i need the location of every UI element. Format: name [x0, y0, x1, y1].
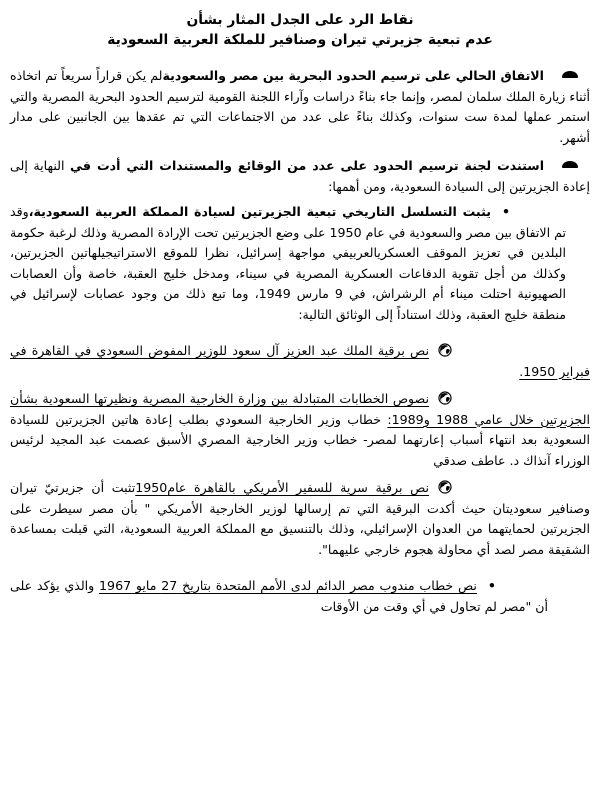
item-lead-underline: نص برقية سرية للسفير الأمريكي بالقاهرة عام1950 [135, 480, 430, 495]
title-line-2: عدم تبعية جزيرتي تيران وصنافير للملكة العربية السعودية [107, 32, 493, 48]
item-lead-underline: نص برقية الملك عبد العزيز آل سعود للوزير المفوض السعودي في القاهرة في فبراير 1950. [10, 343, 590, 379]
item-text: لم يكن قراراً سريعاً تم اتخاذه أثناء زيارة الملك سلمان لمصر، وإنما جاء بناءً دراسات وآراء اللجنة القومية لترسيم الحدود البحرية المصرية والتي استمر عملها لمدة ست سنوات، وكذلك بناءً على عدد من الاجتماعات التي تم عقدها بين الجانبين على مدار أشهر. [10, 68, 590, 145]
list-item-agreement [10, 66, 590, 148]
item-lead-underline: نص خطاب مندوب مصر الدائم لدى الأمم المتحدة بتاريخ 27 مايو 1967 [99, 578, 477, 593]
dot-bullet-icon: • [487, 578, 496, 593]
dot-bullet-icon: • [501, 204, 510, 219]
mound-bullet-icon [562, 161, 578, 168]
mound-bullet-icon [562, 71, 578, 78]
list-item-committee-facts [10, 156, 590, 197]
globe-bullet-icon [438, 391, 452, 405]
list-item-exchanged-letters [10, 389, 590, 471]
list-item-historical-sequence [10, 202, 590, 325]
item-text: خطاب وزير الخارجية السعودي بطلب إعادة هاتين الجزيرتين للسيادة السعودية بعد انتهاء أسباب إعارتهما لمصر- خطاب وزير الخارجية المصري الأسبق عصمت عبد المجيد لرئيس الوزراء آنذاك د. عاطف صدقي [10, 411, 590, 468]
globe-bullet-icon [438, 480, 452, 494]
item-lead-bold: يثبت التسلسل التاريخي تبعية الجزيرتين لسيادة المملكة العربية السعودية، [28, 204, 491, 219]
item-lead-bold: الاتفاق الحالي على ترسيم الحدود البحرية بين مصر والسعودية [162, 68, 544, 83]
globe-bullet-icon [438, 343, 452, 357]
list-item-un-representative-letter [10, 576, 590, 617]
list-item-king-telegram [10, 341, 590, 382]
item-text: وقد تم الاتفاق بين مصر والسعودية في عام 1950 على وضع الجزيرتين تحت الإرادة المصرية وذلك لرغبة حكومة البلدين في تعزيز الموقف العسكريالعربيفي مواجهة إسرائيل، نظرا للموقع الاستراتيجيلهاتين الجزيرتين، وكذلك من أجل تقوية الدفاعات العسكرية المصرية في سيناء، ومدخل خليج العقبة، خاصة وأن العصابات الصهيونية احتلت ميناء أم الرشراش، في 9 مارس 1949، وما تبع ذلك من وجود عصابات لإسرائيل في منطقة خليج العقبة، وذلك استناداً إلى الوثائق التالية: [10, 204, 566, 322]
item-text: النهاية إلى إعادة الجزيرتين إلى السيادة السعودية، ومن أهمها: [10, 158, 590, 194]
item-lead-underline: نصوص الخطابات المتبادلة بين وزارة الخارجية المصرية ونظيرتها السعودية بشأن الجزيرتين خلال عامي 1988 و1989: [10, 391, 590, 427]
document-title [10, 10, 590, 50]
item-text: تثبت أن جزيرتيّ تيران وصنافير سعوديتان حيث أكدت البرقية التي تم إرسالها لوزير الخارجية الأمريكي " بأن مصر سيطرت على الجزيرتين لحمايتهما من العدوان الإسرائيلي، وذلك بالتنسيق مع المملكة العربية السعودية، التي قبلت بمساعدة الشقيقة مصر لصد أي محاولة هجوم خارجي عليهما". [10, 480, 590, 557]
list-item-us-ambassador-telegram [10, 478, 590, 560]
item-text: والذي يؤكد على أن "مصر لم تحاول في أي وقت من الأوقات [10, 578, 548, 614]
item-lead-bold: استندت لجنة ترسيم الحدود على عدد من الوقائع والمستندات التي أدت في [70, 158, 545, 173]
title-line-1: نقاط الرد على الجدل المثار بشأن [186, 12, 414, 28]
